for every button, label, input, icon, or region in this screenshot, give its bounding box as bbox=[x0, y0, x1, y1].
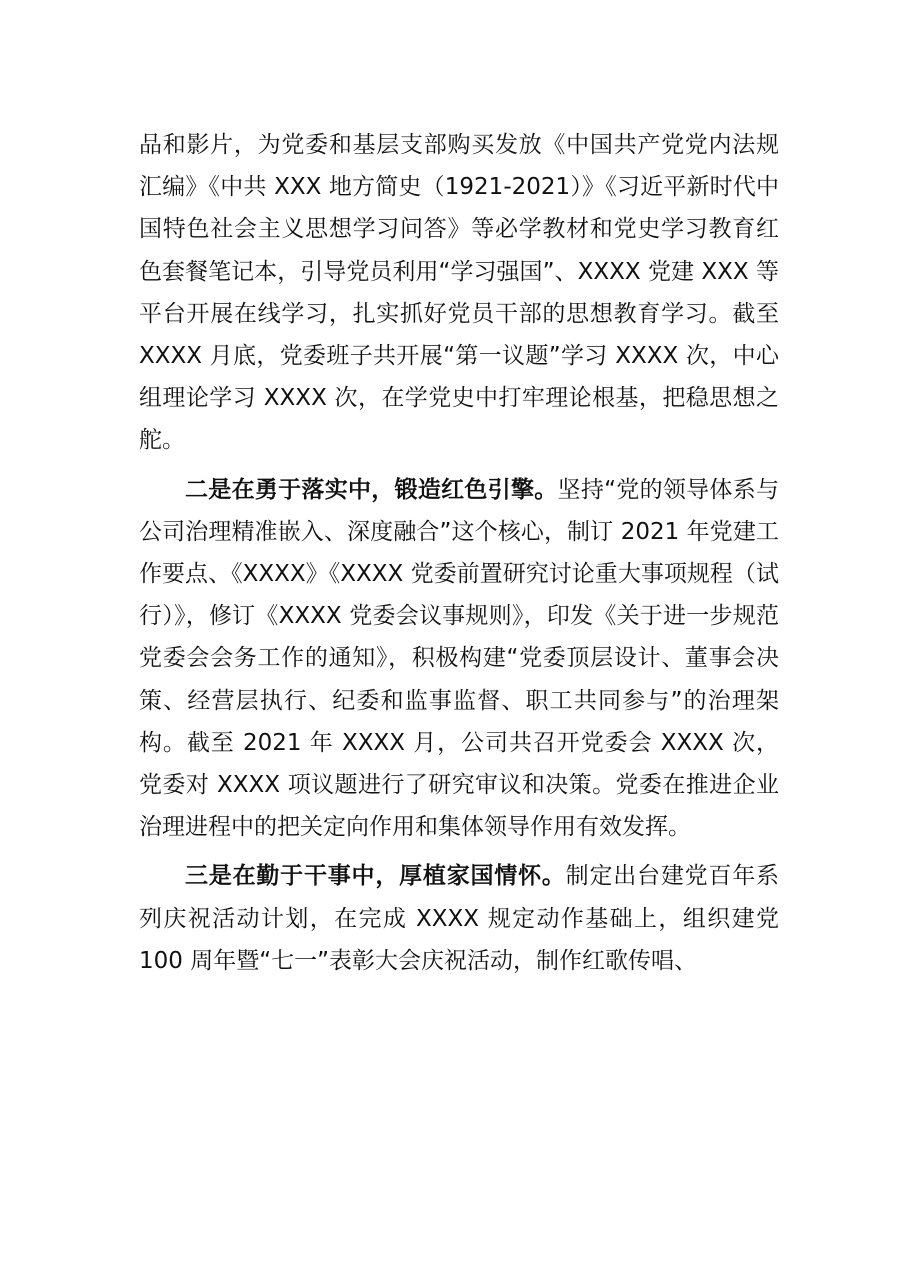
paragraph-text: 品和影片，为党委和基层支部购买发放《中国共产党党内法规汇编》《中共 XXX 地方简史（1921-2021）》《习近平新时代中国特色社会主义思想学习问答》等必学教材和党史学习教育红色套餐笔记本，引导党员利用“学习强国”、XXXX 党建 XXX 等平台开展在线学习，扎实抓好党员干部的思想教育学习。截至 XXXX 月底，党委班子共开展“第一议题”学习 XXXX 次，中心组理论学习 XXXX 次，在学党史中打牢理论根基，把稳思想之舵。 bbox=[139, 132, 779, 454]
paragraph-lead-heading: 三是在勤于干事中，厚植家国情怀。 bbox=[185, 863, 566, 890]
document-body bbox=[139, 124, 779, 982]
paragraph-third-point bbox=[139, 855, 779, 982]
paragraph-second-point bbox=[139, 469, 779, 849]
paragraph-lead-heading: 二是在勇于落实中，锻造红色引擎。 bbox=[185, 476, 558, 503]
paragraph-text: 坚持“党的领导体系与公司治理精准嵌入、深度融合”这个核心，制订 2021 年党建工作要点、《XXXX》《XXXX 党委前置研究讨论重大事项规程（试行）》，修订《XXXX 党委会议事规则》，印发《关于进一步规范党委会会务工作的通知》，积极构建“党委顶层设计、董事会决策、经营层执行、纪委和监事监督、职工共同参与”的治理架构。截至 2021 年 XXXX 月，公司共召开党委会 XXXX 次，党委对 XXXX 项议题进行了研究审议和决策。党委在推进企业治理进程中的把关定向作用和集体领导作用有效发挥。 bbox=[139, 476, 779, 841]
paragraph-text: 制定出台建党百年系列庆祝活动计划，在完成 XXXX 规定动作基础上，组织建党 100 周年暨“七一”表彰大会庆祝活动，制作红歌传唱、 bbox=[139, 863, 780, 974]
paragraph-continuation bbox=[139, 124, 779, 462]
